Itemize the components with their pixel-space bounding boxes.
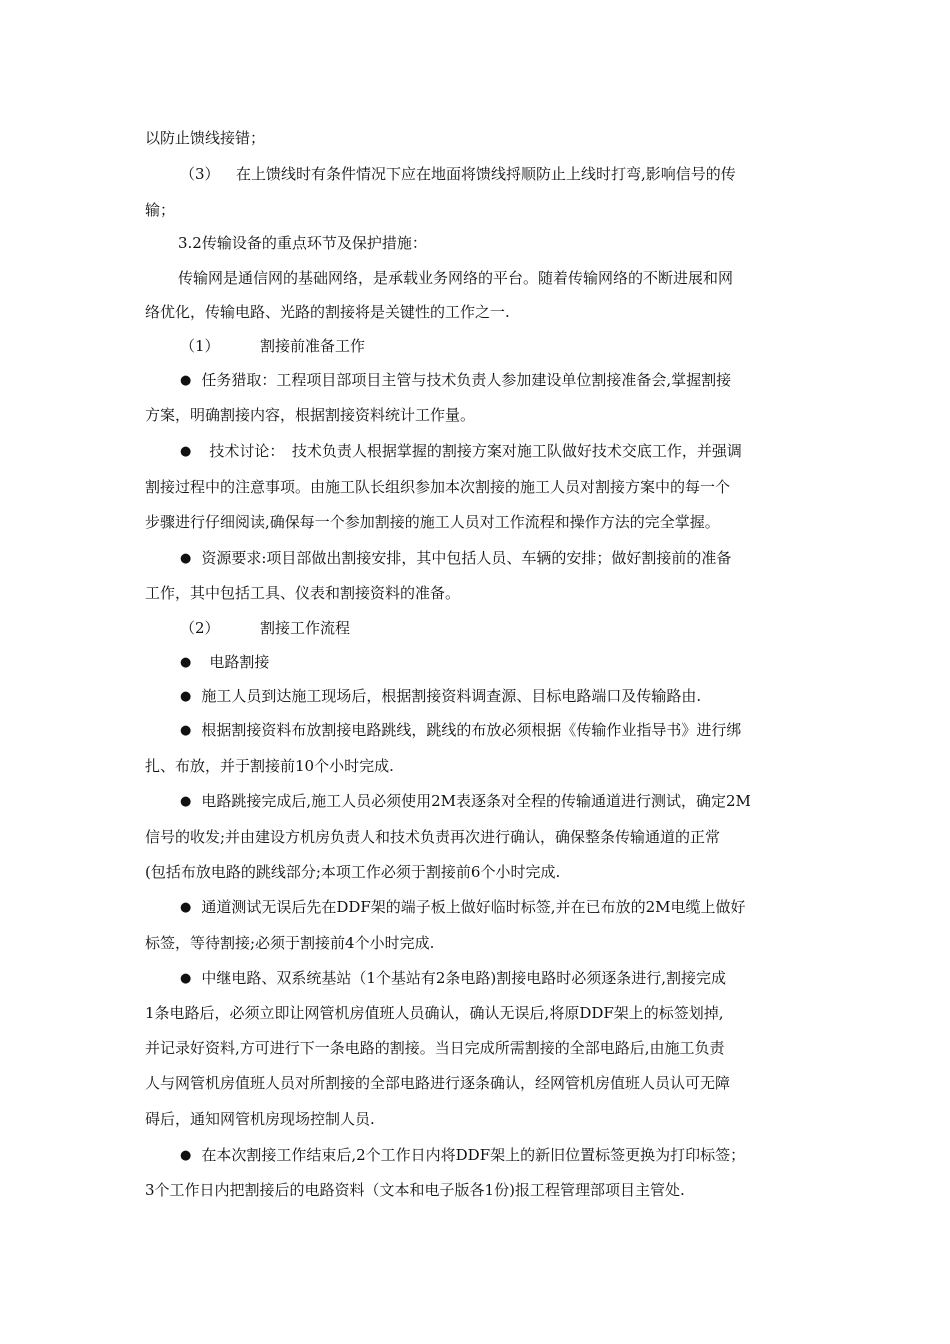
bullet-item bbox=[180, 548, 731, 569]
text-line bbox=[145, 302, 510, 322]
bullet-icon: ● bbox=[180, 655, 192, 670]
line-text: 1条电路后，必须立即让网管机房值班人员确认，确认无误后,将原DDF架上的标签划掉, bbox=[145, 1004, 724, 1022]
line-text: 资源要求:项目部做出割接安排，其中包括人员、车辆的安排；做好割接前的准备 bbox=[201, 549, 732, 567]
line-text: 技术讨论： 技术负责人根据掌握的割接方案对施工队做好技术交底工作，并强调 bbox=[209, 442, 742, 460]
line-text: 标签，等待割接;必须于割接前4个小时完成. bbox=[145, 934, 435, 952]
text-line bbox=[145, 827, 720, 847]
bullet-item bbox=[180, 686, 701, 707]
line-text: 步骤进行仔细阅读,确保每一个参加割接的施工人员对工作流程和操作方法的完全掌握。 bbox=[145, 513, 720, 531]
text-line bbox=[145, 512, 720, 532]
text-line bbox=[145, 583, 460, 603]
line-text: 通道测试无误后先在DDF架的端子板上做好临时标签,并在已布放的2M电缆上做好 bbox=[201, 898, 746, 916]
line-text: 输； bbox=[145, 201, 176, 219]
bullet-item bbox=[180, 897, 745, 918]
bullet-icon: ● bbox=[180, 373, 192, 388]
bullet-icon: ● bbox=[180, 794, 192, 809]
text-line bbox=[145, 405, 475, 425]
bullet-item bbox=[180, 441, 742, 462]
bullet-icon: ● bbox=[180, 444, 192, 459]
line-text: 在本次割接工作结束后,2个工作日内将DDF架上的新旧位置标签更换为打印标签； bbox=[201, 1146, 746, 1164]
text-line bbox=[145, 1109, 375, 1129]
bullet-item bbox=[180, 968, 726, 989]
list-item bbox=[180, 164, 736, 184]
bullet-item bbox=[180, 791, 751, 812]
line-text: 割接过程中的注意事项。由施工队长组织参加本次割接的施工人员对割接方案中的每一个 bbox=[145, 478, 731, 496]
section-heading bbox=[178, 233, 427, 253]
item-number: （1） bbox=[180, 337, 220, 355]
line-text: 信号的收发;并由建设方机房负责人和技术负责再次进行确认，确保整条传输通道的正常 bbox=[145, 828, 721, 846]
list-item bbox=[180, 336, 365, 356]
text-line bbox=[145, 1180, 685, 1200]
line-text: 电路割接 bbox=[209, 653, 270, 671]
bullet-icon: ● bbox=[180, 723, 192, 738]
line-text: 根据割接资料布放割接电路跳线，跳线的布放必须根据《传输作业指导书》进行绑 bbox=[201, 721, 742, 739]
list-item bbox=[180, 618, 350, 638]
line-text: 络优化，传输电路、光路的割接将是关键性的工作之一. bbox=[145, 303, 510, 321]
text-line bbox=[145, 1073, 730, 1093]
line-text: 3个工作日内把割接后的电路资料（文本和电子版各1份)报工程管理部项目主管处. bbox=[145, 1181, 685, 1199]
text-line bbox=[145, 200, 175, 220]
line-text: 以防止馈线接错； bbox=[145, 129, 266, 147]
text-line bbox=[178, 268, 733, 288]
line-text: 方案，明确割接内容，根据割接资料统计工作量。 bbox=[145, 406, 476, 424]
text-line bbox=[145, 128, 265, 148]
text-line bbox=[145, 477, 730, 497]
line-text: 割接前准备工作 bbox=[260, 337, 366, 355]
line-text: (包括布放电路的跳线部分;本项工作必须于割接前6个小时完成. bbox=[145, 863, 561, 881]
line-text: 任务猎取：工程项目部项目主管与技术负责人参加建设单位割接准备会,掌握割接 bbox=[201, 371, 732, 389]
line-text: 扎、布放，并于割接前10个小时完成. bbox=[145, 757, 394, 775]
text-line bbox=[145, 933, 434, 953]
bullet-icon: ● bbox=[180, 900, 192, 915]
line-text: 中继电路、双系统基站（1个基站有2条电路)割接电路时必须逐条进行,割接完成 bbox=[201, 969, 727, 987]
text-line bbox=[145, 862, 560, 882]
bullet-icon: ● bbox=[180, 689, 192, 704]
line-text: 并记录好资料,方可进行下一条电路的割接。当日完成所需割接的全部电路后,由施工负责 bbox=[145, 1039, 725, 1057]
bullet-icon: ● bbox=[180, 971, 192, 986]
line-text: 工作，其中包括工具、仪表和割接资料的准备。 bbox=[145, 584, 461, 602]
line-text: 人与网管机房值班人员对所割接的全部电路进行逐条确认，经网管机房值班人员认可无障 bbox=[145, 1074, 731, 1092]
bullet-item bbox=[180, 720, 741, 741]
bullet-icon: ● bbox=[180, 1148, 192, 1163]
line-text: 传输网是通信网的基础网络，是承载业务网络的平台。随着传输网络的不断进展和网 bbox=[178, 269, 734, 287]
line-text: 割接工作流程 bbox=[260, 619, 351, 637]
bullet-icon: ● bbox=[180, 551, 192, 566]
line-text: 在上馈线时有条件情况下应在地面将馈线捋顺防止上线时打弯,影响信号的传 bbox=[236, 165, 736, 183]
bullet-item bbox=[180, 370, 731, 391]
bullet-item bbox=[180, 1145, 745, 1166]
bullet-item bbox=[180, 652, 269, 673]
heading-text: 3.2传输设备的重点环节及保护措施： bbox=[178, 234, 427, 252]
item-number: （2） bbox=[180, 619, 220, 637]
item-number: （3） bbox=[180, 165, 220, 183]
text-line bbox=[145, 1003, 724, 1023]
line-text: 施工人员到达施工现场后，根据割接资料调查源、目标电路端口及传输路由. bbox=[201, 687, 702, 705]
line-text: 碍后，通知网管机房现场控制人员. bbox=[145, 1110, 375, 1128]
line-text: 电路跳接完成后,施工人员必须使用2M表逐条对全程的传输通道进行测试，确定2M bbox=[201, 792, 751, 810]
text-line bbox=[145, 1038, 725, 1058]
text-line bbox=[145, 756, 394, 776]
